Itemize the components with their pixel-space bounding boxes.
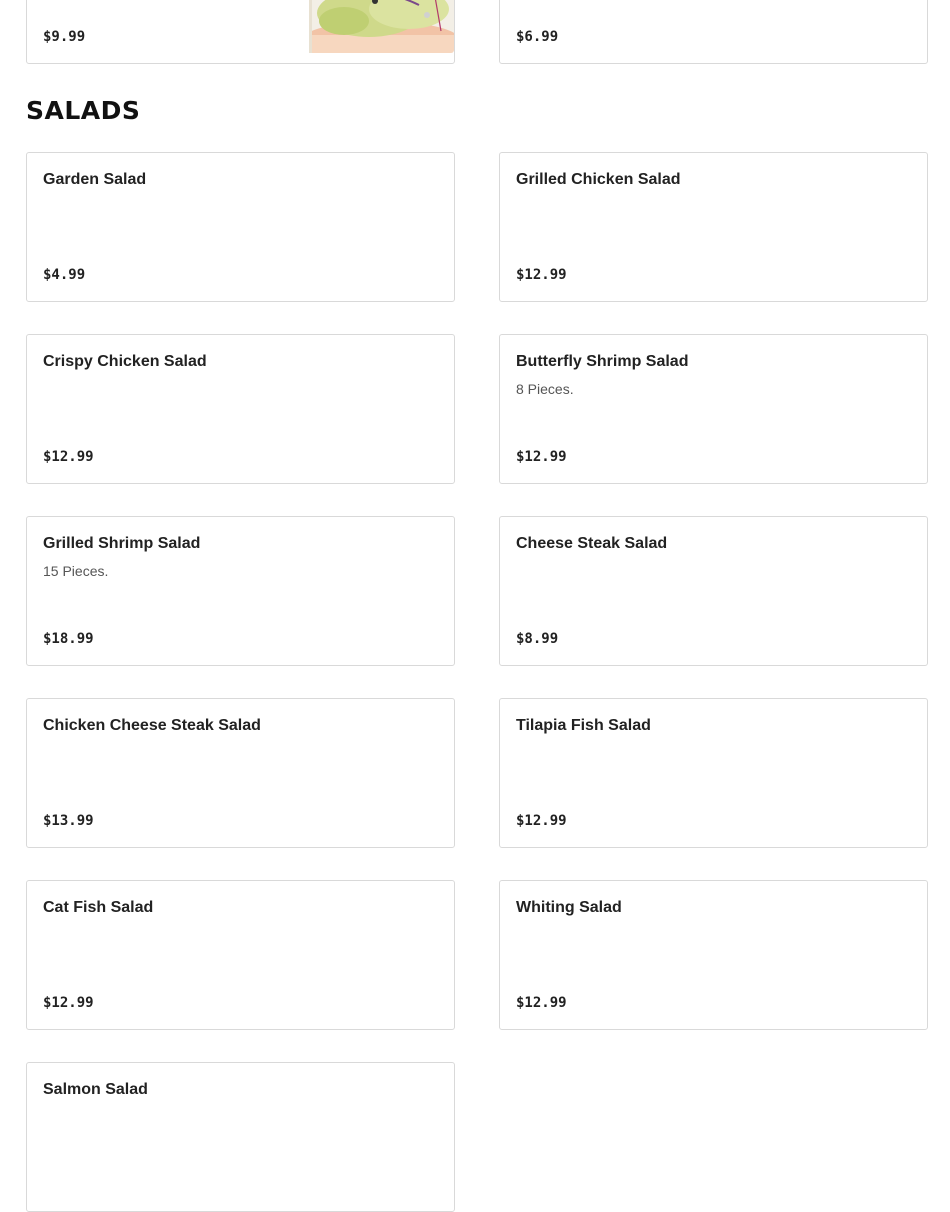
menu-item-name: Garden Salad bbox=[43, 171, 147, 188]
menu-item-name: Grilled Shrimp Salad bbox=[43, 535, 201, 552]
menu-item-card[interactable] bbox=[26, 334, 455, 484]
menu-item-card-top-right[interactable] bbox=[499, 0, 928, 64]
menu-item-card[interactable] bbox=[26, 1062, 455, 1212]
menu-item-card[interactable] bbox=[499, 334, 928, 484]
menu-item-price: $18.99 bbox=[43, 631, 94, 647]
menu-item-price: $12.99 bbox=[516, 813, 567, 829]
menu-item-name: Butterfly Shrimp Salad bbox=[516, 353, 689, 370]
menu-item-card[interactable] bbox=[499, 880, 928, 1030]
menu-item-card[interactable] bbox=[499, 152, 928, 302]
menu-item-name: Whiting Salad bbox=[516, 899, 622, 916]
menu-item-price: $12.99 bbox=[43, 995, 94, 1011]
menu-item-price: $12.99 bbox=[516, 449, 567, 465]
menu-item-price: $9.99 bbox=[43, 29, 86, 45]
menu-item-card-top-left[interactable] bbox=[26, 0, 455, 64]
menu-item-card[interactable] bbox=[499, 516, 928, 666]
menu-item-name: Crispy Chicken Salad bbox=[43, 353, 207, 370]
menu-item-name: Cat Fish Salad bbox=[43, 899, 154, 916]
menu-item-name: Chicken Cheese Steak Salad bbox=[43, 717, 261, 734]
menu-item-price: $4.99 bbox=[43, 267, 86, 283]
menu-item-card[interactable] bbox=[26, 516, 455, 666]
menu-item-description: 15 Pieces. bbox=[43, 563, 109, 579]
menu-item-price: $12.99 bbox=[516, 995, 567, 1011]
menu-item-name: Grilled Chicken Salad bbox=[516, 171, 681, 188]
menu-item-price: $8.99 bbox=[516, 631, 559, 647]
menu-item-price: $6.99 bbox=[516, 29, 559, 45]
menu-item-price: $13.99 bbox=[43, 813, 94, 829]
menu-item-name: Tilapia Fish Salad bbox=[516, 717, 651, 734]
menu-item-name: Salmon Salad bbox=[43, 1081, 148, 1098]
menu-item-price: $12.99 bbox=[516, 267, 567, 283]
menu-item-card[interactable] bbox=[26, 698, 455, 848]
menu-item-price: $12.99 bbox=[43, 449, 94, 465]
section-title: SALADS bbox=[26, 96, 141, 125]
menu-item-card[interactable] bbox=[26, 880, 455, 1030]
menu-item-description: 8 Pieces. bbox=[516, 381, 574, 397]
salad-photo-icon bbox=[309, 0, 454, 53]
menu-item-name: Cheese Steak Salad bbox=[516, 535, 668, 552]
menu-item-card[interactable] bbox=[499, 698, 928, 848]
menu-item-card[interactable] bbox=[26, 152, 455, 302]
